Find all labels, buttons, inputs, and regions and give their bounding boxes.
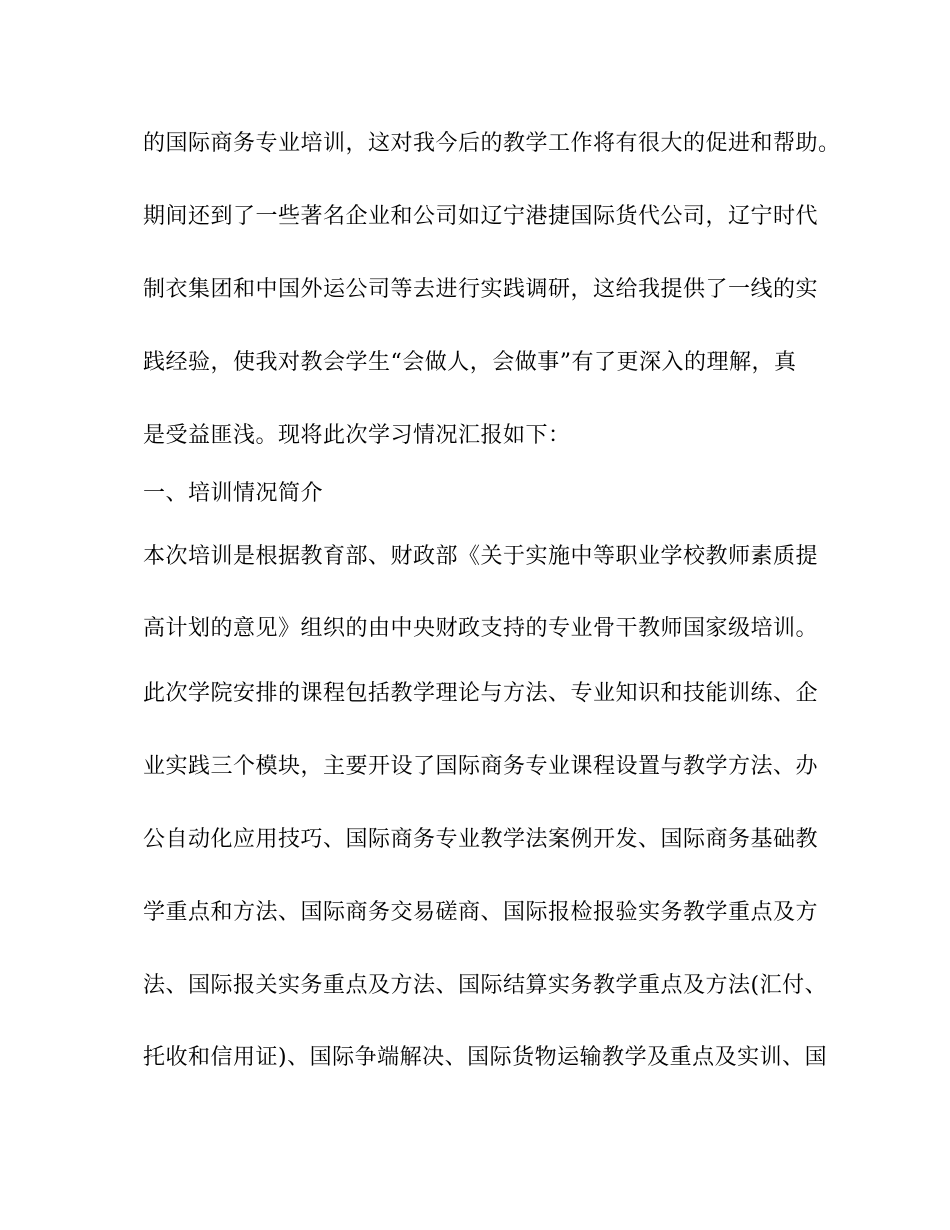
text-line: 此次学院安排的课程包括教学理论与方法、专业知识和技能训练、企: [143, 681, 819, 706]
text-line: 制衣集团和中国外运公司等去进行实践调研，这给我提供了一线的实: [143, 277, 819, 302]
text-line: 的国际商务专业培训，这对我今后的教学工作将有很大的促进和帮助。: [143, 131, 841, 156]
section-heading: 一、培训情况简介: [143, 481, 324, 506]
text-line: 期间还到了一些著名企业和公司如辽宁港捷国际货代公司，辽宁时代: [143, 204, 819, 229]
text-line: 本次培训是根据教育部、财政部《关于实施中等职业学校教师素质提: [143, 544, 819, 569]
text-line: 践经验，使我对教会学生“会做人，会做事”有了更深入的理解，真: [143, 350, 797, 375]
text-line: 公自动化应用技巧、国际商务专业教学法案例开发、国际商务基础教: [143, 827, 819, 852]
text-line: 是受益匪浅。现将此次学习情况汇报如下：: [143, 423, 571, 448]
text-line: 托收和信用证)、国际争端解决、国际货物运输教学及重点及实训、国: [143, 1045, 828, 1070]
text-line: 学重点和方法、国际商务交易磋商、国际报检报验实务教学重点及方: [143, 900, 819, 925]
text-line: 高计划的意见》组织的由中央财政支持的专业骨干教师国家级培训。: [143, 616, 819, 641]
text-line: 法、国际报关实务重点及方法、国际结算实务教学重点及方法(汇付、: [143, 973, 828, 998]
text-line: 业实践三个模块，主要开设了国际商务专业课程设置与教学方法、办: [143, 754, 819, 779]
